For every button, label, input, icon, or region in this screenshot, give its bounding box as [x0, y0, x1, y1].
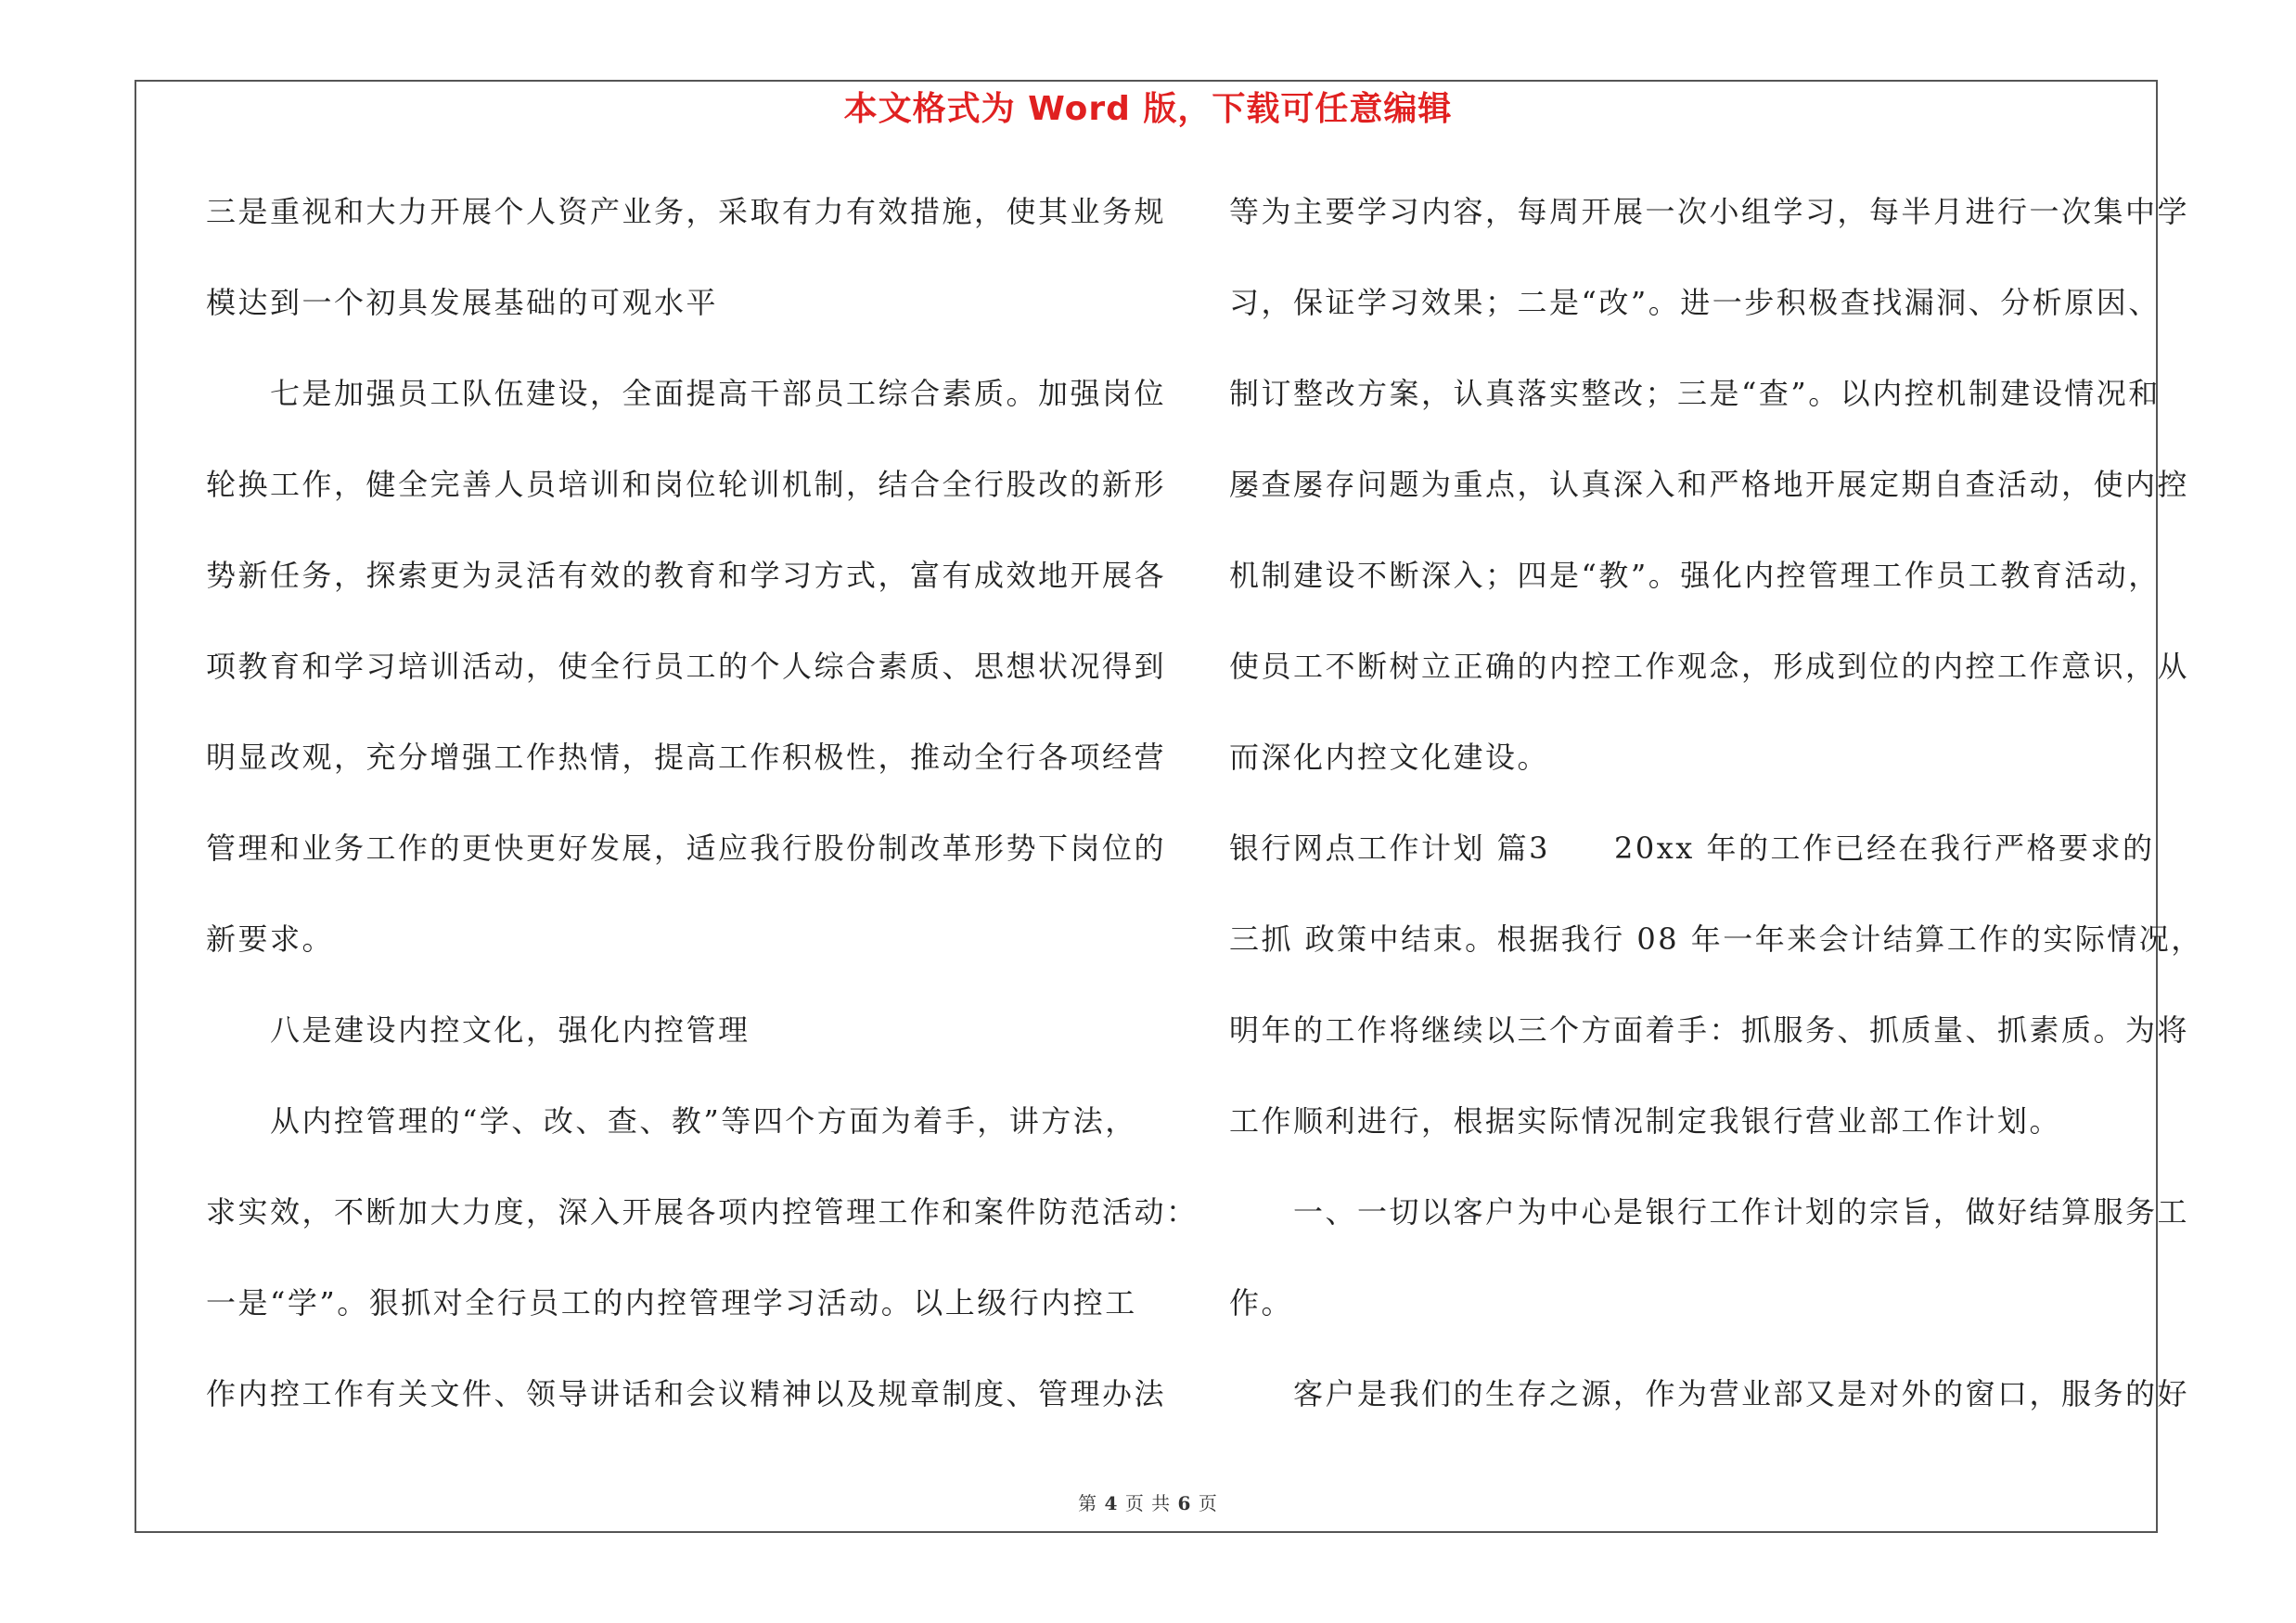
text-line: 工作顺利进行，根据实际情况制定我银行营业部工作计划。	[1229, 1103, 2062, 1139]
text-line: 等为主要学习内容，每周开展一次小组学习，每半月进行一次集中学	[1229, 194, 2190, 229]
text-line: 一、一切以客户为中心是银行工作计划的宗旨，做好结算服务工	[1229, 1194, 2190, 1230]
footer-suffix: 页	[1198, 1492, 1218, 1514]
text-line: 三抓 政策中结束。根据我行 08 年一年来会计结算工作的实际情况，	[1229, 921, 2203, 957]
text-line: 制订整改方案，认真落实整改；三是“查”。以内控机制建设情况和	[1229, 376, 2161, 411]
text-line: 新要求。	[206, 921, 335, 957]
text-line: 明年的工作将继续以三个方面着手：抓服务、抓质量、抓素质。为将	[1229, 1012, 2190, 1048]
text-line: 作内控工作有关文件、领导讲话和会议精神以及规章制度、管理办法	[206, 1376, 1167, 1411]
text-line: 作。	[1229, 1285, 1294, 1320]
text-line: 项教育和学习培训活动，使全行员工的个人综合素质、思想状况得到	[206, 649, 1167, 684]
text-line: 八是建设内控文化，强化内控管理	[206, 1012, 750, 1048]
format-banner: 本文格式为 Word 版，下载可任意编辑	[843, 90, 1453, 128]
text-line: 七是加强员工队伍建设，全面提高干部员工综合素质。加强岗位	[206, 376, 1167, 411]
text-line: 轮换工作，健全完善人员培训和岗位轮训机制，结合全行股改的新形	[206, 467, 1167, 502]
text-line: 从内控管理的“学、改、查、教”等四个方面为着手，讲方法，	[206, 1103, 1137, 1139]
text-line: 求实效，不断加大力度，深入开展各项内控管理工作和案件防范活动：	[206, 1194, 1199, 1230]
text-line: 管理和业务工作的更快更好发展，适应我行股份制改革形势下岗位的	[206, 831, 1167, 866]
text-line: 模达到一个初具发展基础的可观水平	[206, 285, 719, 320]
text-line: 习，保证学习效果；二是“改”。进一步积极查找漏洞、分析原因、	[1229, 285, 2161, 320]
text-line: 银行网点工作计划 篇3 20xx 年的工作已经在我行严格要求的	[1229, 831, 2155, 866]
text-line: 势新任务，探索更为灵活有效的教育和学习方式，富有成效地开展各	[206, 558, 1167, 593]
current-page-number: 4	[1104, 1492, 1119, 1514]
total-pages-number: 6	[1177, 1492, 1192, 1514]
footer-middle: 页 共	[1124, 1492, 1172, 1514]
text-line: 而深化内控文化建设。	[1229, 740, 1550, 775]
text-line: 屡查屡存问题为重点，认真深入和严格地开展定期自查活动，使内控	[1229, 467, 2190, 502]
text-line: 机制建设不断深入；四是“教”。强化内控管理工作员工教育活动，	[1229, 558, 2161, 593]
footer-prefix: 第	[1078, 1492, 1098, 1514]
text-line: 三是重视和大力开展个人资产业务，采取有力有效措施，使其业务规	[206, 194, 1167, 229]
text-line: 客户是我们的生存之源，作为营业部又是对外的窗口，服务的好	[1229, 1376, 2190, 1411]
text-line: 明显改观，充分增强工作热情，提高工作积极性，推动全行各项经营	[206, 740, 1167, 775]
text-line: 使员工不断树立正确的内控工作观念，形成到位的内控工作意识，从	[1229, 649, 2190, 684]
page-footer	[0, 1492, 2296, 1514]
text-line: 一是“学”。狠抓对全行员工的内控管理学习活动。以上级行内控工	[206, 1285, 1137, 1320]
